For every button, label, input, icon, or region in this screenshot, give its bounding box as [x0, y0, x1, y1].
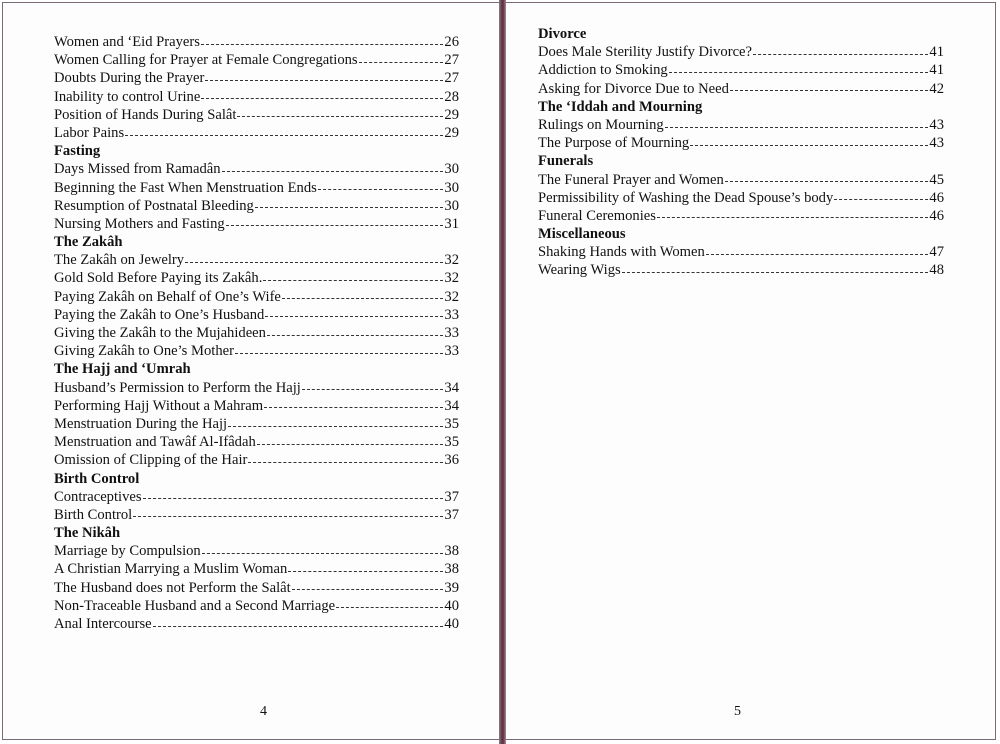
dot-leader [753, 54, 928, 55]
toc-entry-title: Giving the Zakâh to the Mujahideen [54, 325, 266, 341]
dot-leader [235, 353, 443, 354]
dot-leader [143, 498, 444, 499]
toc-entry-page: 35 [444, 434, 459, 451]
dot-leader [725, 181, 929, 182]
toc-entry-title: Marriage by Compulsion [54, 543, 201, 560]
toc-entry [54, 433, 459, 451]
toc-entry-title: Birth Control [54, 506, 133, 523]
toc-entry [54, 306, 459, 324]
toc-entry-title: Anal Intercourse [54, 616, 152, 632]
section-heading: Fasting [54, 143, 101, 160]
toc-entry-page: 48 [929, 262, 944, 279]
toc-entry-title: Menstruation and Tawâf Al-Ifâdah [54, 434, 256, 451]
toc-entry-page: 32 [444, 288, 459, 305]
dot-leader [133, 516, 443, 517]
dot-leader [201, 98, 443, 99]
dot-leader [222, 171, 444, 172]
toc-entry [54, 106, 459, 124]
toc-entry-page: 38 [444, 561, 459, 578]
toc-entry-page: 34 [444, 379, 459, 396]
toc-entry [54, 560, 459, 578]
toc-entry [538, 207, 944, 225]
section-heading: The Nikâh [54, 525, 121, 542]
left-page [0, 0, 499, 744]
toc-entry-page: 34 [444, 397, 459, 414]
dot-leader [690, 145, 928, 146]
toc-entry-title: Wearing Wigs [538, 262, 621, 279]
dot-leader [267, 335, 443, 336]
toc-entry [54, 33, 459, 51]
dot-leader [657, 217, 928, 218]
toc-entry-title: Shaking Hands with Women [538, 244, 705, 261]
toc-entry [538, 116, 944, 134]
toc-entry [54, 51, 459, 69]
dot-leader [264, 407, 443, 408]
toc-entry-title: Resumption of Postnatal Bleeding [54, 197, 254, 214]
dot-leader [237, 116, 443, 117]
toc-entry-page: 47 [929, 244, 944, 261]
dot-leader [248, 462, 443, 463]
toc-entry [54, 415, 459, 433]
toc-entry-page: 33 [444, 306, 459, 323]
toc-entry-title: Rulings on Mourning [538, 116, 664, 133]
dot-leader [185, 262, 443, 263]
toc-entry [54, 215, 459, 233]
toc-entry-page: 33 [444, 325, 459, 341]
dot-leader [834, 199, 928, 200]
toc-entry-title: Does Male Sterility Justify Divorce? [538, 44, 752, 61]
toc-entry-title: Inability to control Urine [54, 88, 201, 105]
toc-entry [54, 88, 459, 106]
toc-entry-title: Days Missed from Ramadân [54, 161, 221, 178]
toc-entry-page: 46 [929, 207, 944, 224]
toc-entry-title: Asking for Divorce Due to Need [538, 80, 729, 97]
toc-entry-page: 39 [444, 579, 459, 596]
toc-entry-title: Funeral Ceremonies [538, 207, 656, 224]
dot-leader [153, 626, 444, 627]
toc-entry-page: 45 [929, 171, 944, 188]
toc-entry-title: Husband’s Permission to Perform the Hajj [54, 379, 301, 396]
toc-entry-page: 27 [444, 52, 459, 69]
toc-entry [538, 189, 944, 207]
toc-entry-page: 26 [444, 34, 459, 50]
toc-entry [54, 379, 459, 397]
toc-entry [538, 134, 944, 152]
toc-entry [538, 43, 944, 61]
dot-leader [257, 444, 444, 445]
toc-entry-title: Giving Zakâh to One’s Mother [54, 343, 234, 360]
toc-entry-page: 28 [444, 88, 459, 105]
toc-entry-page: 27 [444, 70, 459, 87]
toc-entry [54, 451, 459, 469]
toc-entry-title: A Christian Marrying a Muslim Woman [54, 561, 288, 578]
toc-entry-page: 31 [444, 215, 459, 232]
toc-entry-page: 41 [929, 62, 944, 79]
toc-entry [54, 288, 459, 306]
dot-leader [255, 207, 444, 208]
toc-entry-title: The Zakâh on Jewelry [54, 252, 185, 269]
toc-list-left [54, 33, 459, 633]
dot-leader [265, 316, 443, 317]
toc-entry-title: Addiction to Smoking [538, 62, 668, 79]
page-number-left: 4 [260, 704, 267, 719]
toc-entry-title: Paying the Zakâh to One’s Husband [54, 306, 265, 323]
toc-entry [54, 542, 459, 560]
dot-leader [282, 298, 443, 299]
toc-entry [54, 342, 459, 360]
toc-entry-page: 29 [444, 106, 459, 123]
section-heading: The Zakâh [54, 234, 123, 251]
toc-entry [538, 80, 944, 98]
toc-entry-page: 43 [929, 135, 944, 152]
toc-entry-title: Performing Hajj Without a Mahram [54, 397, 264, 414]
toc-list-right [538, 25, 944, 280]
section-heading: Miscellaneous [538, 226, 626, 243]
toc-entry [54, 597, 459, 615]
toc-entry-title: Non-Traceable Husband and a Second Marriage [54, 597, 336, 614]
toc-entry [538, 171, 944, 189]
toc-entry-page: 30 [444, 179, 459, 196]
toc-entry-title: Omission of Clipping of the Hair [54, 452, 248, 469]
toc-entry [54, 324, 459, 342]
dot-leader [336, 607, 443, 608]
toc-entry-title: Permissibility of Washing the Dead Spouse’s body [538, 189, 834, 206]
dot-leader [226, 225, 444, 226]
toc-entry-page: 30 [444, 197, 459, 214]
section-heading: The ‘Iddah and Mourning [538, 98, 703, 115]
dot-leader [622, 272, 929, 273]
toc-entry [54, 69, 459, 87]
toc-entry-title: The Purpose of Mourning [538, 135, 690, 152]
toc-entry-title: Paying Zakâh on Behalf of One’s Wife [54, 288, 281, 305]
dot-leader [302, 389, 444, 390]
toc-entry-title: Position of Hands During Salât [54, 106, 237, 123]
toc-entry [54, 124, 459, 142]
toc-entry-page: 29 [444, 124, 459, 141]
toc-entry-page: 37 [444, 488, 459, 505]
toc-entry-page: 40 [444, 597, 459, 614]
dot-leader [228, 426, 443, 427]
toc-entry-page: 35 [444, 415, 459, 432]
toc-entry [54, 488, 459, 506]
toc-entry [538, 61, 944, 79]
dot-leader [318, 189, 444, 190]
right-page [506, 0, 1000, 744]
toc-entry-title: Nursing Mothers and Fasting [54, 215, 225, 232]
dot-leader [730, 90, 929, 91]
toc-entry-page: 40 [444, 616, 459, 632]
dot-leader [125, 135, 443, 136]
toc-entry [54, 160, 459, 178]
toc-entry-page: 33 [444, 343, 459, 360]
dot-leader [665, 127, 929, 128]
toc-entry-page: 43 [929, 116, 944, 133]
dot-leader [706, 254, 929, 255]
section-heading: Birth Control [54, 470, 140, 487]
dot-leader [202, 553, 444, 554]
toc-entry-page: 30 [444, 161, 459, 178]
dot-leader [263, 280, 443, 281]
toc-entry-page: 42 [929, 80, 944, 97]
dot-leader [359, 62, 444, 63]
dot-leader [201, 44, 443, 45]
section-heading: The Hajj and ‘Umrah [54, 361, 191, 378]
toc-entry [54, 615, 459, 633]
toc-entry-title: Beginning the Fast When Menstruation Ends [54, 179, 317, 196]
toc-entry-title: Women Calling for Prayer at Female Congregations [54, 52, 358, 69]
toc-entry [54, 179, 459, 197]
toc-entry [54, 506, 459, 524]
section-heading: Funerals [538, 153, 594, 170]
toc-entry [54, 397, 459, 415]
toc-entry [538, 261, 944, 279]
toc-entry [54, 269, 459, 287]
toc-entry-page: 32 [444, 270, 459, 287]
dot-leader [205, 80, 443, 81]
toc-entry-title: Menstruation During the Hajj [54, 415, 228, 432]
toc-entry-page: 36 [444, 452, 459, 469]
section-heading: Divorce [538, 26, 587, 42]
toc-entry-title: Contraceptives [54, 488, 142, 505]
toc-entry-page: 37 [444, 506, 459, 523]
toc-entry [54, 197, 459, 215]
page-number-right: 5 [734, 704, 741, 719]
toc-entry-page: 38 [444, 543, 459, 560]
toc-entry [538, 243, 944, 261]
toc-entry [54, 251, 459, 269]
toc-entry-title: Gold Sold Before Paying its Zakâh. [54, 270, 263, 287]
toc-entry-title: Women and ‘Eid Prayers [54, 34, 200, 50]
toc-entry-page: 41 [929, 44, 944, 61]
toc-entry-page: 46 [929, 189, 944, 206]
toc-entry-title: The Funeral Prayer and Women [538, 171, 724, 188]
toc-entry-page: 32 [444, 252, 459, 269]
dot-leader [292, 589, 444, 590]
toc-entry-title: The Husband does not Perform the Salât [54, 579, 291, 596]
dot-leader [288, 571, 443, 572]
toc-entry-title: Doubts During the Prayer [54, 70, 205, 87]
dot-leader [669, 72, 929, 73]
toc-entry [54, 579, 459, 597]
toc-entry-title: Labor Pains [54, 124, 125, 141]
book-spine [499, 0, 506, 744]
